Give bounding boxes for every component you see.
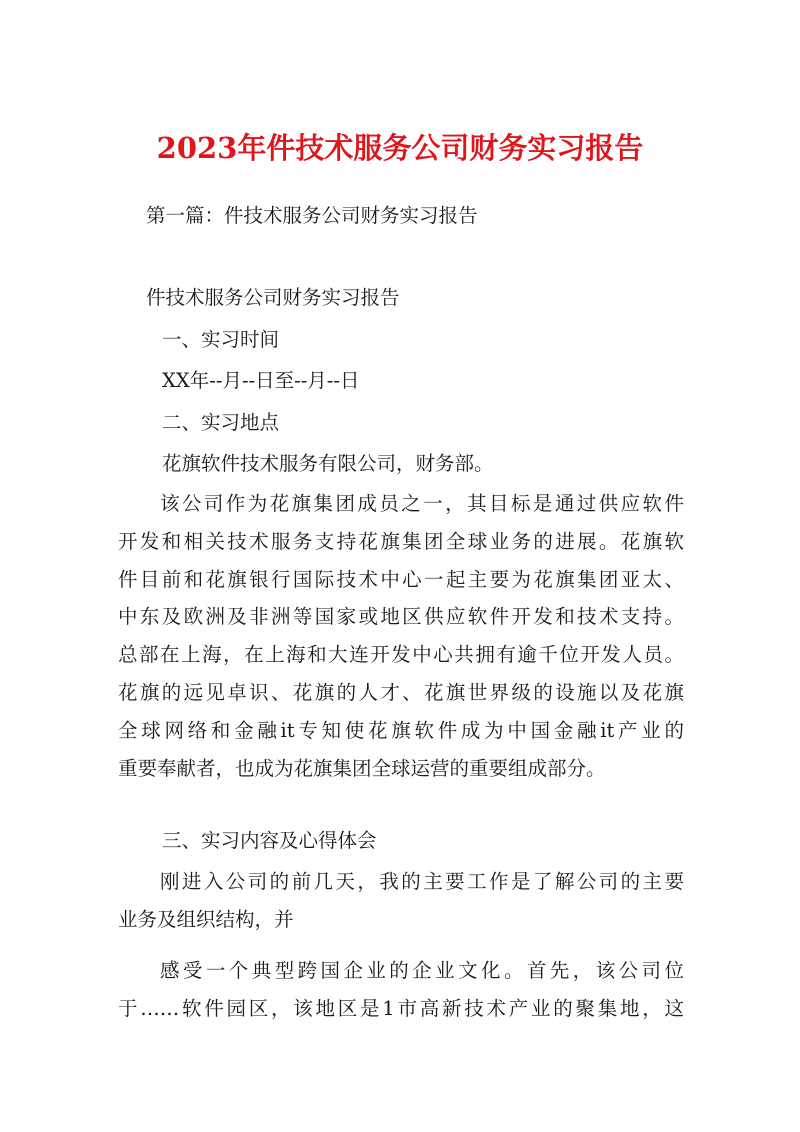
- paragraph-line: 总部在上海，在上海和大连开发中心共拥有逾千位开发人员。: [118, 643, 684, 667]
- paragraph-line: 开发和相关技术服务支持花旗集团全球业务的进展。花旗软: [118, 529, 684, 553]
- paragraph-line: 该公司作为花旗集团成员之一，其目标是通过供应软件: [160, 492, 684, 515]
- paragraph-line: 于……软件园区，该地区是1市高新技术产业的聚集地，这: [118, 996, 684, 1020]
- chapter-heading: 第一篇：件技术服务公司财务实习报告: [146, 204, 478, 227]
- paragraph-line: 件目前和花旗银行国际技术中心一起主要为花旗集团亚太、: [118, 567, 684, 591]
- report-title: 件技术服务公司财务实习报告: [146, 286, 400, 309]
- paragraph-line: 刚进入公司的前几天，我的主要工作是了解公司的主要: [160, 870, 684, 893]
- section2-heading: 二、实习地点: [162, 411, 280, 434]
- paragraph-line: 业务及组织结构，并: [118, 907, 294, 931]
- company-intro-paragraph: [118, 485, 684, 787]
- paragraph-line: 全球网络和金融it专知使花旗软件成为中国金融it产业的: [118, 718, 684, 742]
- paragraph-line: 重要奉献者，也成为花旗集团全球运营的重要组成部分。: [118, 756, 606, 780]
- document-title: 2023年件技术服务公司财务实习报告: [156, 131, 644, 165]
- paragraph-line: 中东及欧洲及非洲等国家或地区供应软件开发和技术支持。: [118, 605, 684, 629]
- section3-heading: 三、实习内容及心得体会: [162, 829, 377, 852]
- section2-content: 花旗软件技术服务有限公司，财务部。: [162, 452, 494, 475]
- section1-content: XX年--月--日至--月--日: [162, 369, 360, 392]
- culture-paragraph: [118, 952, 684, 1028]
- work-paragraph: [118, 863, 684, 939]
- paragraph-line: 感受一个典型跨国企业的企业文化。首先，该公司位: [160, 959, 684, 982]
- section1-heading: 一、实习时间: [162, 328, 280, 351]
- paragraph-line: 花旗的远见卓识、花旗的人才、花旗世界级的设施以及花旗: [118, 680, 684, 704]
